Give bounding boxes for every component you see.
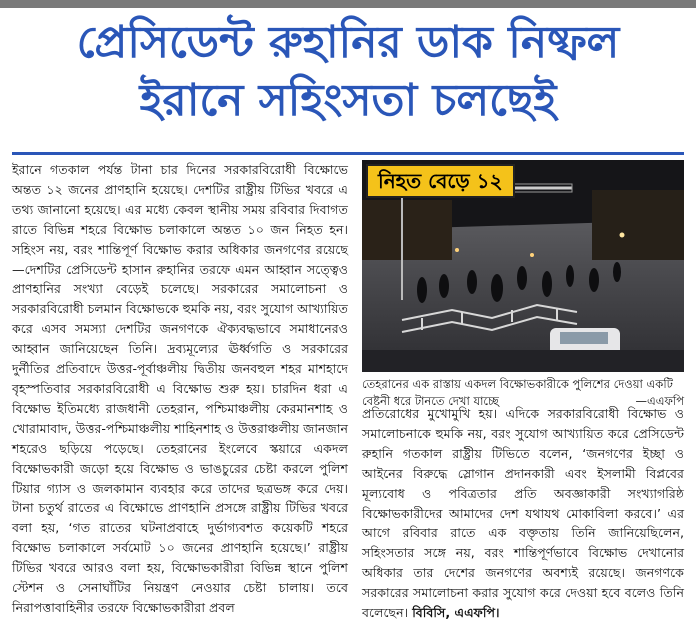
article-column-right: [362, 404, 684, 623]
article-body-right-text: প্রতিরোধের মুখোমুখি হয়। এদিকে সরকারবিরোধী বিক্ষোভ ও সমালোচনাকে হুমকি নয়, বরং সুযোগ আখ্যায়িত করে প্রেসিডেন্ট রুহানি গতকাল রাষ্ট্রীয় টিভিতে বলেন, ‘জনগণের ইচ্ছা ও আইনের বিরুদ্ধে স্লোগান প্রদানকারী এবং ইসলামী বিপ্লবের মূল্যবোধ ও পবিত্রতার প্রতি অবজ্ঞাকারী সংখ্যাগরিষ্ঠ বিক্ষোভকারীদের আমাদের দেশ যথাযথ মোকাবিলা করবে।’ এর আগে রবিবার রাতে এক বক্তৃতায় তিনি জানিয়েছিলেন, সহিংসতার সঙ্গে নয়, বরং শান্তিপূর্ণভাবে বিক্ষোভ দেখানোর অধিকার তার দেশের জনগণের অবশ্যই রয়েছে। জনগণকে সরকারের সমালোচনা করার সুযোগ করে দেওয়া হবে বলেও তিনি বলেছেন।: [362, 406, 684, 621]
article-body-right: [362, 404, 684, 623]
top-border: [0, 0, 696, 8]
headline-line-2: ইরানে সহিংসতা চলছেই: [139, 75, 557, 126]
photo-caption-text: তেহরানের এক রাস্তায় একদল বিক্ষোভকারীকে পুলিশের দেওয়া একটি বেষ্টনী ধরে টানতে দেখা যাচ্ছে: [362, 377, 673, 408]
article-column-left: [12, 160, 348, 618]
headline-divider: [12, 152, 684, 155]
article-body-left: ইরানে গতকাল পর্যন্ত টানা চার দিনের সরকারবিরোধী বিক্ষোভে অন্তত ১২ জনের প্রাণহানি হয়েছে। দেশটির রাষ্ট্রীয় টিভির খবরে এ তথ্য জানানো হয়েছে। এর মধ্যে কেবল স্থানীয় সময় রবিবার দিবাগত রাতে বিভিন্ন শহরে বিক্ষোভ চলাকালে অন্তত ১০ জন নিহত হন। সহিংস নয়, বরং শান্তিপূর্ণ বিক্ষোভ করার অধিকার জনগণের রয়েছে—দেশটির প্রেসিডেন্ট হাসান রুহানির তরফে এমন আহ্বান সত্ত্বেও প্রাণহানির সংখ্যা বেড়েই চলেছে। সরকারের সমালোচনা ও সরকারবিরোধী চলমান বিক্ষোভকে হুমকি নয়, বরং সুযোগ আখ্যায়িত করে এসব সমস্যা দেশটির জনগণকে ঐক্যবদ্ধভাবে সমাধানেরও আহ্বান জানিয়েছেন তিনি। দ্রব্যমূল্যের ঊর্ধ্বগতি ও সরকারের দুর্নীতির প্রতিবাদে উত্তর-পূর্বাঞ্চলীয় দ্বিতীয় জনবহুল শহর মাশহাদে বৃহস্পতিবার সরকারবিরোধী এ বিক্ষোভ শুরু হয়। চারদিন ধরা এ বিক্ষোভ ইতিমধ্যে রাজধানী তেহরান, পশ্চিমাঞ্চলীয় কেরমানশাহ ও খোরামাবাদ, উত্তর-পশ্চিমাঞ্চলীয় শাহিনশাহ ও উত্তরাঞ্চলীয় জানজান শহরেও ছড়িয়ে পড়েছে। তেহরানের ইংলেবে স্কয়ারে একদল বিক্ষোভকারী জড়ো হয়ে বিক্ষোভ ও ভাঙচুরের চেষ্টা করলে পুলিশ টিয়ার গ্যাস ও জলকামান ব্যবহার করে তাদের ছত্রভঙ্গ করে দেয়। টানা চতুর্থ রাতের এ বিক্ষোভে প্রাণহানি প্রসঙ্গে রাষ্ট্রীয় টিভির খবরে বলা হয়, ‘গত রাতের ঘটনাপ্রবাহে দুর্ভাগ্যবশত কয়েকটি শহরে বিক্ষোভ চলাকালে সর্বমোট ১০ জনের প্রাণহানি হয়েছে।’ রাষ্ট্রীয় টিভির খবরে আরও বলা হয়, বিক্ষোভকারীরা বিভিন্ন স্থানে পুলিশ স্টেশন ও সেনাঘাঁটির নিয়ন্ত্রণ নেওয়ার চেষ্টা চালায়। তবে নিরাপত্তাবাহিনীর তরফে বিক্ষোভকারীরা প্রবল: [12, 162, 348, 615]
photo-tag: নিহত বেড়ে ১২: [366, 164, 515, 198]
photo-credit: —এএফপি: [635, 394, 684, 408]
headline: [0, 14, 696, 130]
headline-line-1: প্রেসিডেন্ট রুহানির ডাক নিষ্ফল: [76, 17, 620, 68]
byline: বিবিসি, এএফপি।: [412, 605, 500, 621]
